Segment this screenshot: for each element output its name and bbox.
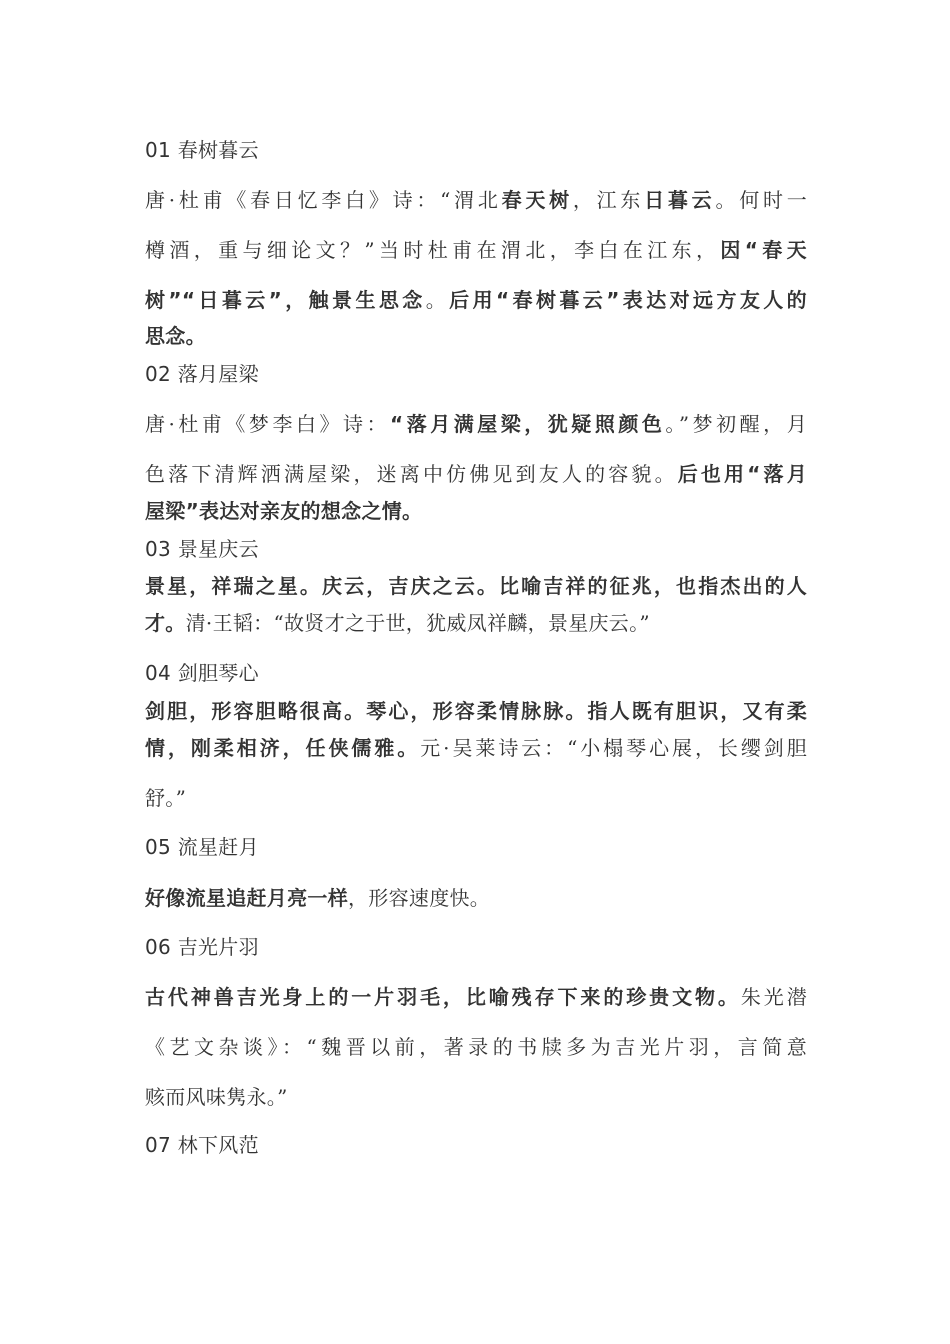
paragraph-line xyxy=(145,786,807,810)
section-heading: 03 景星庆云 xyxy=(145,537,259,561)
paragraph-line xyxy=(145,188,807,212)
bold-text-run: 剑胆，形容胆略很高。琴心，形容柔情脉脉。指人既有胆识，又有柔 xyxy=(145,699,807,723)
paragraph-line xyxy=(145,238,807,262)
text-run: 唐·杜甫《梦李白》诗： xyxy=(145,412,391,436)
text-run: 清·王韬：“故贤才之于世，犹威凤祥麟，景星庆云。” xyxy=(185,611,650,635)
paragraph-line xyxy=(145,736,807,760)
paragraph-line xyxy=(145,886,807,910)
bold-text-run: 树”“日暮云”，触景生思念 xyxy=(145,288,426,312)
paragraph-line xyxy=(145,1035,807,1059)
paragraph-line xyxy=(145,499,807,523)
paragraph-line xyxy=(145,324,807,348)
text-run: 色落下清辉洒满屋梁，迷离中仿佛见到友人的容貌。 xyxy=(145,462,678,486)
bold-text-run: 春天树 xyxy=(501,188,573,212)
text-run: 《艺文杂谈》：“魏晋以前，著录的书牍多为吉光片羽，言简意 xyxy=(145,1035,807,1059)
paragraph-line xyxy=(145,1085,807,1109)
bold-text-run: 因“春天 xyxy=(720,238,807,262)
paragraph-line xyxy=(145,611,807,635)
bold-text-run: 屋梁”表达对亲友的想念之情。 xyxy=(145,499,423,523)
text-run: 樽酒，重与细论文？”当时杜甫在渭北，李白在江东， xyxy=(145,238,721,262)
text-run: 朱光潜 xyxy=(740,985,807,1009)
text-run: 元·吴莱诗云：“小榻琴心展，长缨剑胆 xyxy=(420,736,807,760)
bold-text-run: “落月满屋梁，犹疑照颜色 xyxy=(390,412,666,436)
bold-text-run: 才。 xyxy=(145,611,186,635)
bold-text-run: 日暮云 xyxy=(644,188,716,212)
text-run: 。 xyxy=(425,288,450,312)
section-heading: 04 剑胆琴心 xyxy=(145,661,259,685)
bold-text-run: 古代神兽吉光身上的一片羽毛，比喻残存下来的珍贵文物。 xyxy=(145,985,741,1009)
paragraph-line xyxy=(145,462,807,486)
bold-text-run: 后用“春树暮云”表达对远方友人的 xyxy=(449,288,807,312)
paragraph-line xyxy=(145,574,807,598)
section-heading: 07 林下风范 xyxy=(145,1133,259,1157)
text-run: 舒。” xyxy=(145,786,187,810)
text-run: ，江东 xyxy=(572,188,645,212)
text-run: 赅而风味隽永。” xyxy=(145,1085,288,1109)
bold-text-run: 思念。 xyxy=(145,324,206,348)
bold-text-run: 好像流星追赶月亮一样 xyxy=(145,886,348,910)
section-heading: 06 吉光片羽 xyxy=(145,935,259,959)
paragraph-line xyxy=(145,699,807,723)
bold-text-run: 景星，祥瑞之星。庆云，吉庆之云。比喻吉祥的征兆，也指杰出的人 xyxy=(145,574,807,598)
bold-text-run: 情，刚柔相济，任侠儒雅。 xyxy=(145,736,421,760)
text-run: 。”梦初醒，月 xyxy=(665,412,807,436)
text-run: ，形容速度快。 xyxy=(348,886,491,910)
paragraph-line xyxy=(145,412,807,436)
paragraph-line xyxy=(145,985,807,1009)
section-heading: 01 春树暮云 xyxy=(145,138,259,162)
section-heading: 02 落月屋梁 xyxy=(145,362,259,386)
paragraph-line xyxy=(145,288,807,312)
section-heading: 05 流星赶月 xyxy=(145,835,259,859)
text-run: 。何时一 xyxy=(715,188,807,212)
bold-text-run: 后也用“落月 xyxy=(677,462,807,486)
text-run: 唐·杜甫《春日忆李白》诗：“渭北 xyxy=(145,188,502,212)
